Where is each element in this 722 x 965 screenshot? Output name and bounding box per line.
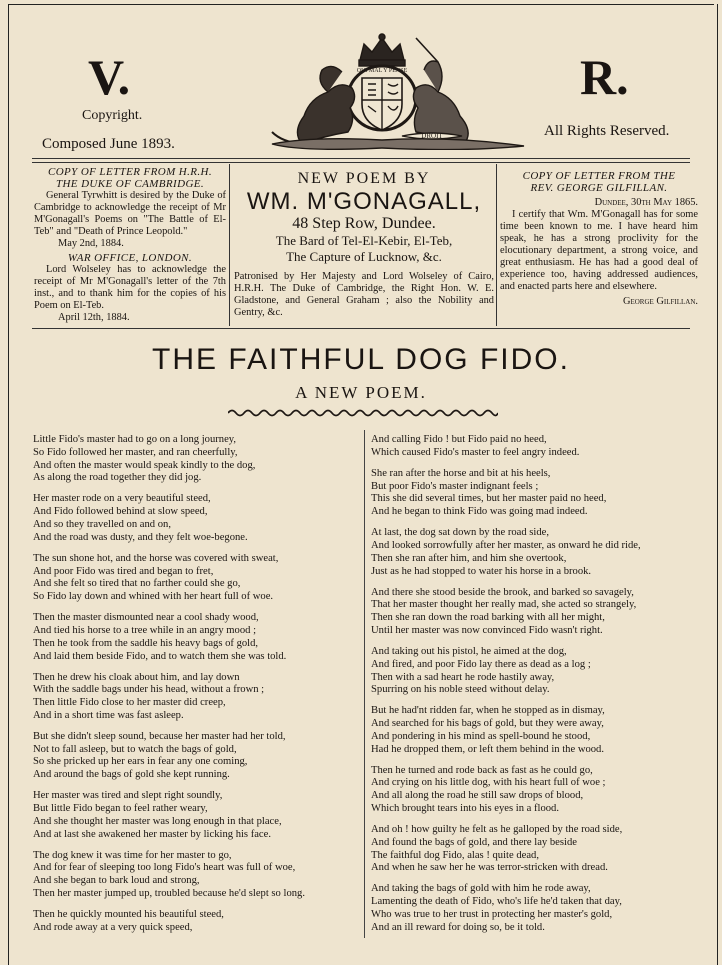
poem-stanza xyxy=(33,553,353,604)
poem-line: And taking the bags of gold with him he rode away, xyxy=(371,883,591,895)
poem-line: That her master thought her really mad, she acted so strangely, xyxy=(371,599,637,611)
poem-stanza xyxy=(371,824,695,875)
poem-line: But she didn't sleep sound, because her master had her told, xyxy=(33,730,286,742)
poem-line: So Fido lay down and whined with her heart full of woe. xyxy=(33,591,274,603)
poem-line: And around the bags of gold she kept running. xyxy=(33,769,230,781)
poem-stanza xyxy=(33,434,353,485)
poem-line: And Fido followed behind at slow speed, xyxy=(33,506,208,518)
right-border xyxy=(717,4,718,965)
poem-stanza xyxy=(371,434,695,460)
poem-line: Little Fido's master had to go on a long journey, xyxy=(33,434,237,445)
victoria-v-letter: V. xyxy=(88,49,131,105)
poem-line: The sun shone hot, and the horse was covered with sweat, xyxy=(33,552,279,564)
letter-heading: THE DUKE OF CAMBRIDGE. xyxy=(55,178,205,190)
poem-line: Then the master dismounted near a cool shady wood, xyxy=(33,612,259,624)
poem-stanza xyxy=(33,790,353,841)
letter-signature: George Gilfillan. xyxy=(622,296,698,307)
poem-line: And crying on his little dog, with his heart full of woe ; xyxy=(371,777,606,789)
poem-line: But he had'nt ridden far, when he stopped as in dismay, xyxy=(371,705,605,717)
poem-line: Then little Fido close to her master did creep, xyxy=(33,697,226,709)
letter-body: General Tyrwhitt is desired by the Duke of Cambridge to acknowledge the receipt of Mr M'Gonagall's Poems on "The Battle of El-Teb" and "Death of Prince Leopold." xyxy=(34,190,226,237)
poem-line: And at last she awakened her master by licking his face. xyxy=(33,828,271,840)
poem-line: The dog knew it was time for her master to go, xyxy=(33,849,232,861)
poem-line: And in a short time was fast asleep. xyxy=(33,709,184,721)
poem-line: But little Fido began to feel rather weary, xyxy=(33,803,208,815)
top-border xyxy=(8,4,714,5)
gilfillan-letter xyxy=(500,170,698,308)
poem-line: And rode away at a very quick speed, xyxy=(33,921,193,933)
letter-heading: REV. GEORGE GILFILLAN. xyxy=(530,182,668,194)
poem-line: And when he saw her he was terror-stricken with dread. xyxy=(371,862,608,874)
poem-line: And tied his horse to a tree while in an angry mood ; xyxy=(33,624,257,636)
letter-heading: COPY OF LETTER FROM THE xyxy=(522,170,676,182)
new-poem-announcement xyxy=(232,170,496,319)
poem-line: Then he turned and rode back as fast as he could go, xyxy=(371,764,593,776)
poem-line: And found the bags of gold, and there lay beside xyxy=(371,836,577,848)
poem-line: So she pricked up her ears in fear any one coming, xyxy=(33,756,248,768)
poem-line: And so they travelled on and on, xyxy=(33,518,171,530)
poem-stanza xyxy=(33,909,353,935)
poem-line: Spurring on his noble steed without delay. xyxy=(371,684,550,696)
poem-title: THE FAITHFUL DOG FIDO. xyxy=(152,343,570,376)
poem-line: And searched for his bags of gold, but they were away, xyxy=(371,718,604,730)
poem-line: The faithful dog Fido, alas ! quite dead, xyxy=(371,849,539,861)
column-divider-right xyxy=(496,164,497,326)
poem-line: Lamenting the death of Fido, who's life he'd taken that day, xyxy=(371,896,622,908)
royal-coat-of-arms xyxy=(232,32,532,150)
poem-line: Her master was tired and slept right soundly, xyxy=(33,790,223,802)
poem-line: This she did several times, but her master paid no heed, xyxy=(371,493,607,505)
letter-heading: COPY OF LETTER FROM H.R.H. xyxy=(47,166,213,178)
poem-line: With the saddle bags under his head, without a frown ; xyxy=(33,684,265,696)
announcement-line: NEW POEM BY xyxy=(297,170,431,187)
author-address: 48 Step Row, Dundee. xyxy=(292,215,436,232)
letter-date: May 2nd, 1884. xyxy=(58,238,124,249)
poem-stanza xyxy=(33,850,353,901)
poem-line: And she felt so tired that no farther could she go, xyxy=(33,578,241,590)
poem-line: Not to fall asleep, but to watch the bags of gold, xyxy=(33,743,237,755)
poem-line: And she thought her master was long enough in that place, xyxy=(33,815,282,827)
wavy-divider xyxy=(228,406,498,420)
header-rule-upper xyxy=(32,158,690,159)
composed-date: Composed June 1893. xyxy=(42,136,175,152)
poem-line: Just as he had stopped to water his horse in a brook. xyxy=(371,565,592,577)
poem-line: And for fear of sleeping too long Fido's heart was full of woe, xyxy=(33,862,296,874)
poem-stanza xyxy=(371,705,695,756)
poem-line: And he began to think Fido was going mad indeed. xyxy=(371,506,588,518)
poem-line: And poor Fido was tired and began to fret, xyxy=(33,565,214,577)
poem-line: Who was true to her trust in protecting her master's gold, xyxy=(371,909,613,920)
author-title: The Capture of Lucknow, &c. xyxy=(286,249,442,264)
poem-line: She ran after the horse and bit at his heels, xyxy=(371,467,551,479)
columns-bottom-rule xyxy=(32,328,690,329)
poem-line: But poor Fido's master indignant feels ; xyxy=(371,480,539,492)
poem-stanza xyxy=(33,612,353,663)
poem-line: Then he took from the saddle his heavy bags of gold, xyxy=(33,637,259,649)
crest-scroll-text: DROIT xyxy=(421,132,443,140)
poem-stanza xyxy=(33,672,353,723)
poem-line: And there she stood beside the brook, and barked so savagely, xyxy=(371,586,634,598)
poem-line: And looked sorrowfully after her master, as onward he did ride, xyxy=(371,539,641,551)
poem-line: Had he dropped them, or left them behind in the wood. xyxy=(371,743,605,755)
author-name: WM. M'GONAGALL, xyxy=(246,188,482,215)
poem-line: Until her master was now convinced Fido wasn't right. xyxy=(371,624,603,636)
letter-body: I certify that Wm. M'Gonagall has for some time been known to me. I have heard him speak, he has a strong proclivity for the elocutionary department, a strong voice, and great enthusiasm. He has had a good deal of experience too, having addressed audiences, and enacted parts here and elsewhere. xyxy=(500,209,698,292)
poem-line: And oh ! how guilty he felt as he galloped by the road side, xyxy=(371,824,623,836)
poem-line: As along the road together they did jog. xyxy=(33,472,202,484)
poem-stanza xyxy=(371,646,695,697)
poem-stanza xyxy=(371,527,695,578)
poem-line: Which caused Fido's master to feel angry indeed. xyxy=(371,446,580,458)
poem-stanza xyxy=(371,765,695,816)
poem-line: Then with a sad heart he rode hastily away, xyxy=(371,671,555,683)
poem-line: So Fido followed her master, and ran cheerfully, xyxy=(33,446,238,458)
regina-r-letter: R. xyxy=(580,49,629,105)
poem-line: And taking out his pistol, he aimed at the dog, xyxy=(371,645,567,657)
duke-of-cambridge-letter xyxy=(34,166,226,324)
poem-stanza xyxy=(371,883,695,934)
poem-stanza xyxy=(371,587,695,638)
poem-stanza xyxy=(33,731,353,782)
poem-line: And fired, and poor Fido lay there as dead as a log ; xyxy=(371,658,591,670)
poem-line: Which brought tears into his eyes in a flood. xyxy=(371,803,559,815)
poem-line: And laid them beside Fido, and to watch them she was told. xyxy=(33,650,287,662)
poem-line: And an ill reward for doing so, be it told. xyxy=(371,921,545,933)
letter-dateline: Dundee, 30th May 1865. xyxy=(594,197,698,208)
garter-motto: QUI MAL Y PENSE xyxy=(356,68,408,74)
poem-subtitle: A NEW POEM. xyxy=(295,383,427,402)
poem-line: Then she ran down the road barking with all her might, xyxy=(371,612,605,624)
poem-stanza xyxy=(33,493,353,544)
poem-line: At last, the dog sat down by the road side, xyxy=(371,527,550,539)
war-office-heading: WAR OFFICE, LONDON. xyxy=(67,252,193,264)
poem-line: And often the master would speak kindly to the dog, xyxy=(33,459,256,471)
poem-line: And she began to bark loud and strong, xyxy=(33,875,200,887)
poem-line: And the road was dusty, and they felt woe-begone. xyxy=(33,531,248,543)
poem-column-left xyxy=(33,434,353,943)
poem-column-right xyxy=(371,434,695,943)
poem-line: Then her master jumped up, troubled because he'd slept so long. xyxy=(33,888,305,900)
poem-column-divider xyxy=(364,430,365,938)
left-border xyxy=(8,4,9,965)
author-title: The Bard of Tel-El-Kebir, El-Teb, xyxy=(275,233,453,248)
poem-line: Then she ran after him, and him she overtook, xyxy=(371,552,567,564)
poem-line: Then he drew his cloak about him, and lay down xyxy=(33,671,240,683)
poem-line: Her master rode on a very beautiful steed, xyxy=(33,493,211,505)
letter-date: April 12th, 1884. xyxy=(58,312,130,323)
poem-line: And all along the road he still saw drops of blood, xyxy=(371,790,584,802)
poem-line: Then he quickly mounted his beautiful steed, xyxy=(33,909,224,920)
column-divider-left xyxy=(229,164,230,326)
poem-line: And pondering in his mind as spell-bound he stood, xyxy=(371,730,591,742)
letter-body: Lord Wolseley has to acknowledge the receipt of Mr M'Gonagall's letter of the 7th inst., and to thank him for the copies of his Poem on El-Teb. xyxy=(34,264,226,311)
poem-line: And calling Fido ! but Fido paid no heed, xyxy=(371,434,547,445)
header-rule-lower xyxy=(32,162,690,163)
patronage-note: Patronised by Her Majesty and Lord Wolseley of Cairo, H.R.H. The Duke of Cambridge, the Right Hon. W. E. Gladstone, and General Graham ; also the Nobility and Gentry, &c. xyxy=(234,271,494,318)
poem-stanza xyxy=(371,468,695,519)
rights-reserved-text: All Rights Reserved. xyxy=(544,123,670,139)
copyright-text: Copyright. xyxy=(82,108,143,123)
